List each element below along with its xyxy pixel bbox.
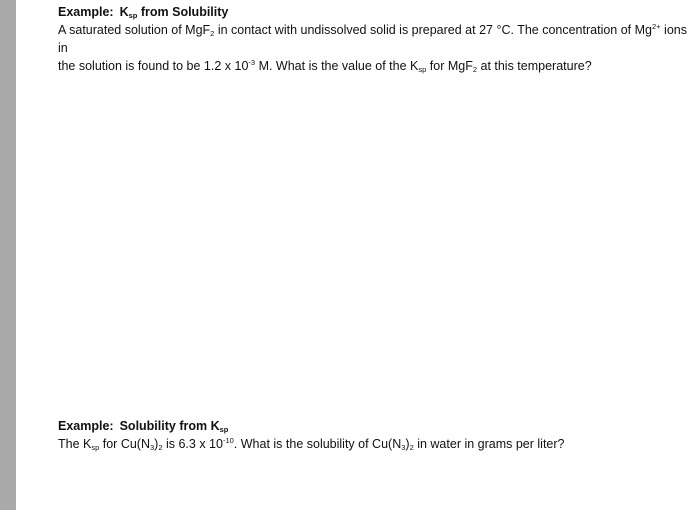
example-2-heading-k-subscript: sp (219, 425, 229, 434)
ex2-l1-e-sub: 3 (401, 443, 406, 452)
example-ksp-from-solubility (58, 4, 694, 75)
ex1-l2-b: M. What is the value of the K (255, 59, 419, 73)
ex1-l1-b: in contact with undissolved solid is prepared at 27 °C. The concentration of Mg (214, 23, 652, 37)
ex2-l1-a: The K (58, 437, 92, 451)
ex1-l2-b-sub: sp (418, 65, 427, 74)
example-1-heading-rest: from Solubility (137, 5, 229, 19)
ex2-l1-d-sup: -10 (222, 436, 234, 445)
example-2-heading-prefix: Example: (58, 419, 114, 433)
example-2-heading-rest: Solubility from K (119, 419, 220, 433)
page-left-margin-bar (0, 0, 16, 510)
example-solubility-from-ksp (58, 418, 694, 453)
example-1-heading-prefix: Example: (58, 5, 114, 19)
ex1-l2-d: at this temperature? (477, 59, 592, 73)
ex1-l2-a-sup: -3 (248, 58, 256, 67)
ex2-l1-b-sub: 3 (149, 443, 155, 452)
ex2-l1-e: . What is the solubility of Cu(N (233, 437, 402, 451)
ex1-l1-a-sub: 2 (210, 29, 215, 38)
example-1-heading (58, 4, 694, 21)
ex1-l2-c: for MgF (426, 59, 473, 73)
example-2-problem-text (58, 435, 694, 453)
example-2-heading (58, 418, 694, 435)
ex2-l1-d: is 6.3 x 10 (162, 437, 223, 451)
ex2-l1-b: for Cu(N (99, 437, 150, 451)
ex2-l1-g: in water in grams per liter? (413, 437, 565, 451)
example-1-heading-k-subscript: sp (128, 11, 138, 20)
ex1-l2-a: the solution is found to be 1.2 x 10 (58, 59, 249, 73)
ex1-l1-b-sup: 2+ (652, 22, 661, 31)
ex2-l1-c: ) (154, 437, 159, 451)
ex2-l1-f: ) (405, 437, 410, 451)
example-1-heading-k: K (119, 5, 129, 19)
ex1-l1-c: ions in (58, 23, 687, 55)
example-1-problem-text (58, 21, 694, 75)
ex1-l1-a: A saturated solution of MgF (58, 23, 211, 37)
ex2-l1-a-sub: sp (91, 443, 100, 452)
ex2-l1-c-sub: 2 (158, 443, 163, 452)
ex1-l2-c-sub: 2 (472, 65, 478, 74)
ex2-l1-f-sub: 2 (409, 443, 414, 452)
